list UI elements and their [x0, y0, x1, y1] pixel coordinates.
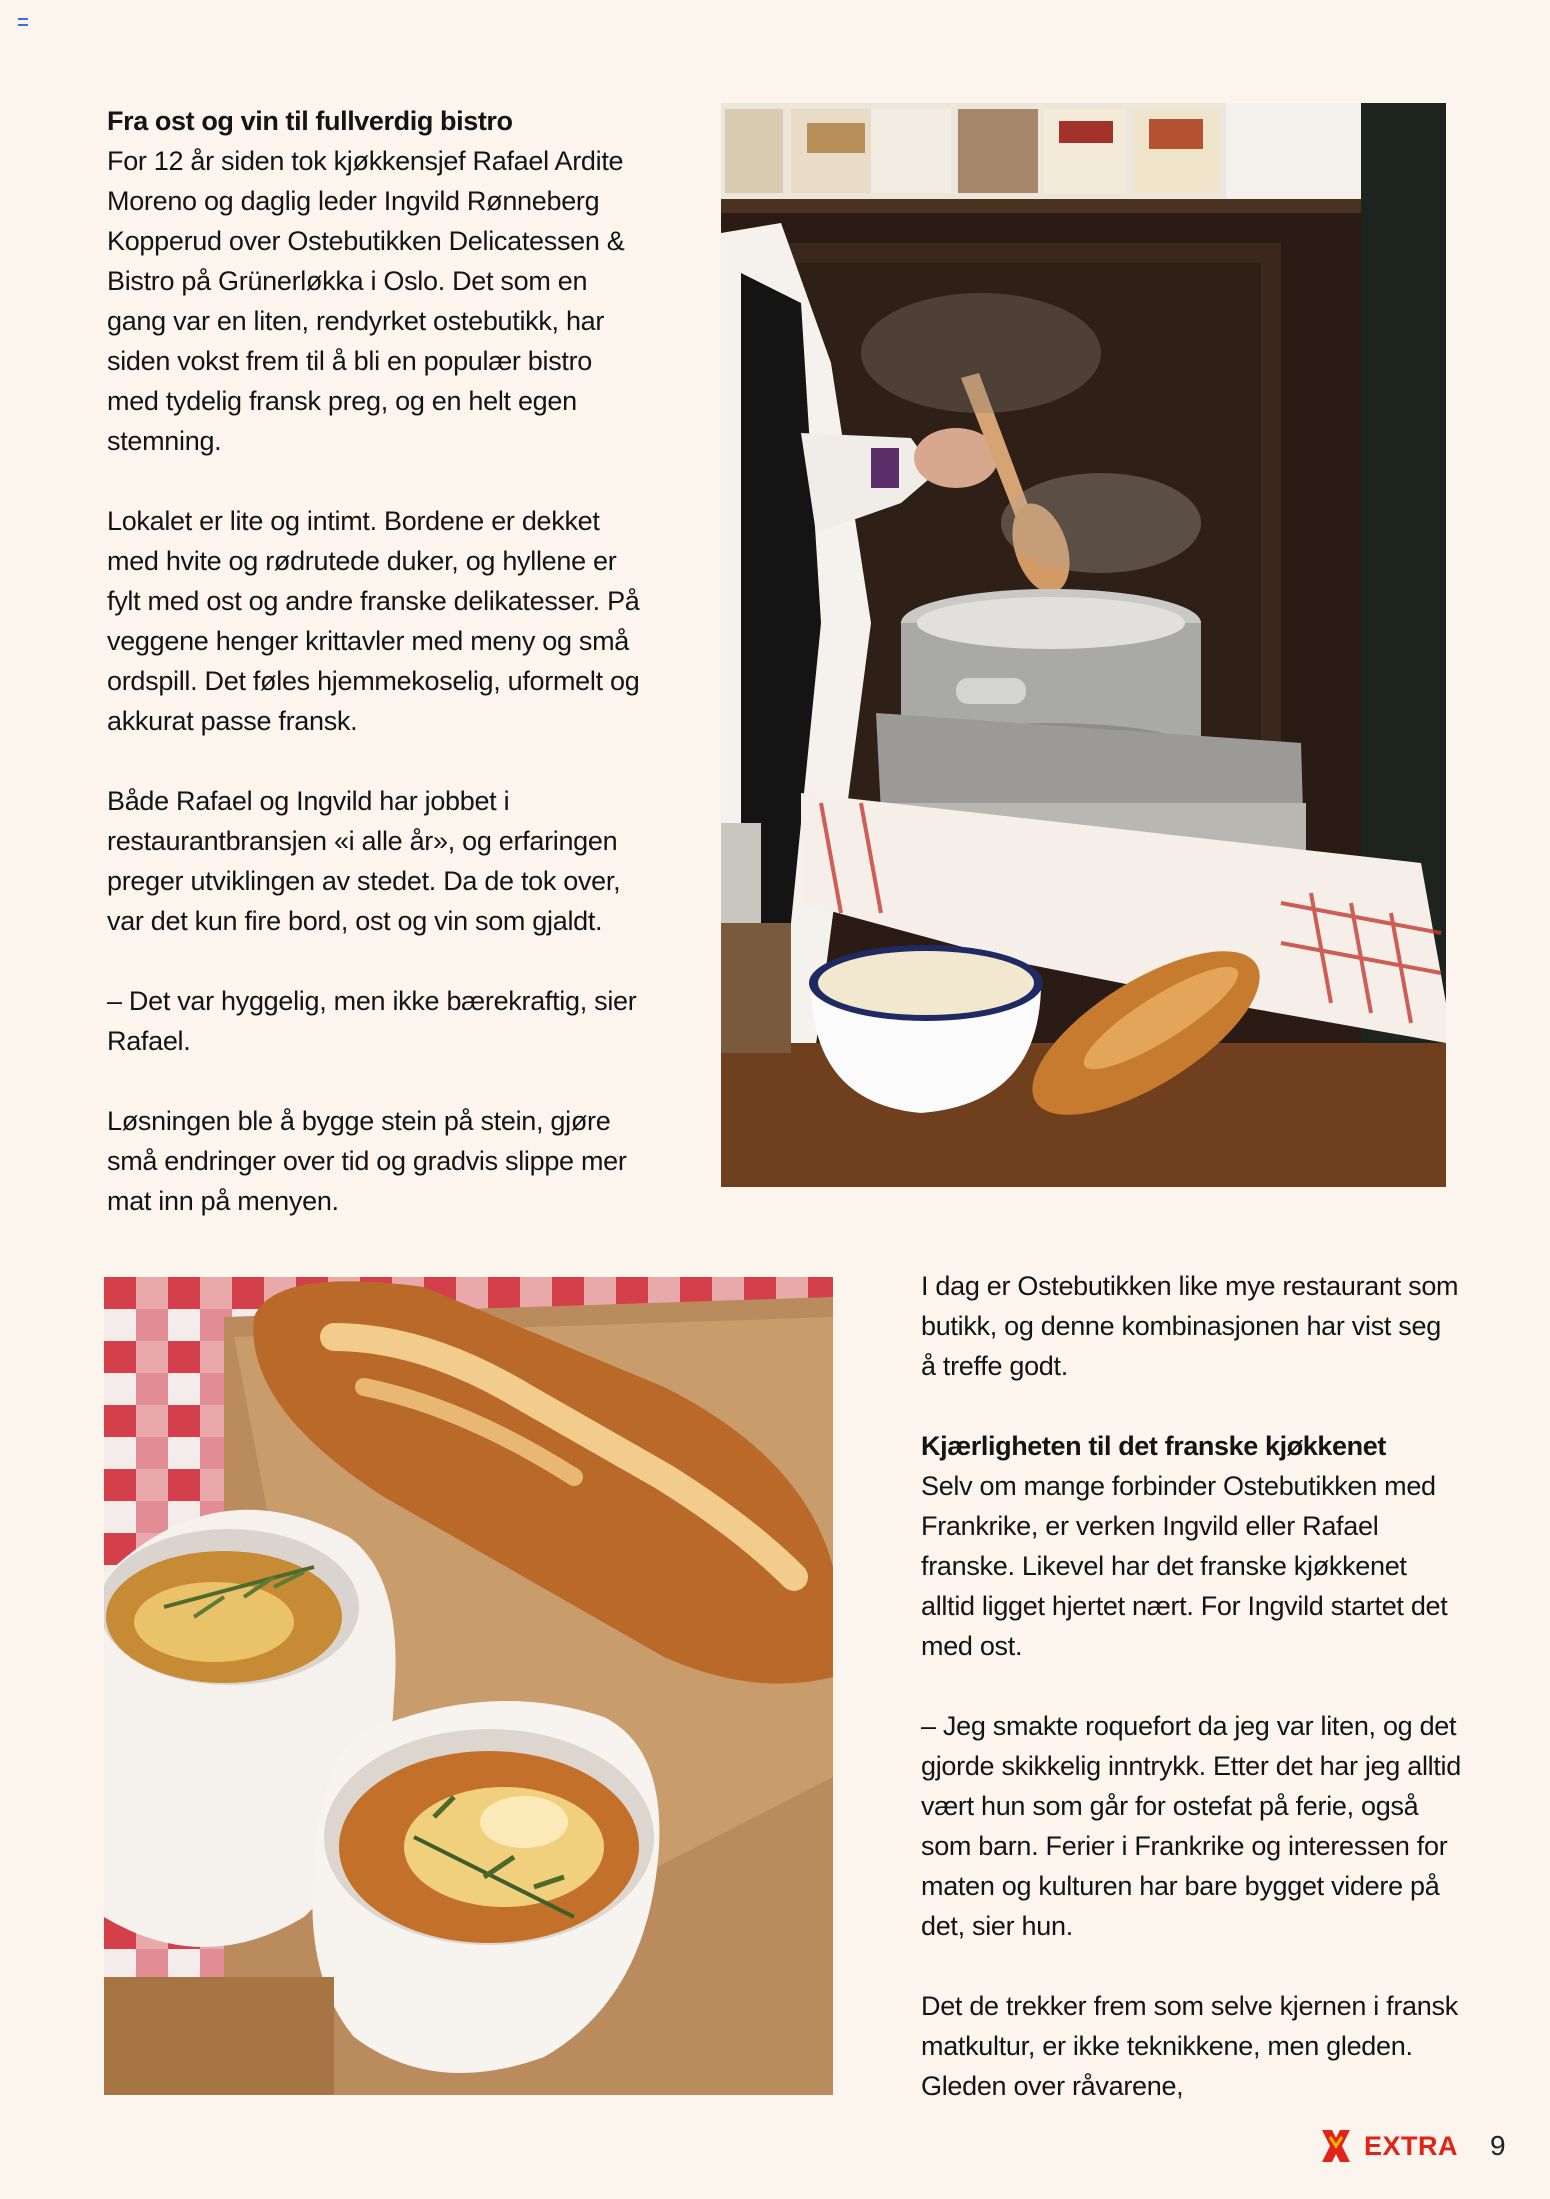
paragraph: Løsningen ble å bygge stein på stein, gjøre små endringer over tid og gradvis slippe mer mat inn på menyen.	[107, 1106, 627, 1216]
right-text-column	[921, 1266, 1461, 2146]
extra-logo-x-icon	[1316, 2126, 1356, 2166]
page-number: 9	[1490, 2130, 1506, 2161]
paragraph: Selv om mange forbinder Ostebutikken med Frankrike, er verken Ingvild eller Rafael franske. Likevel har det franske kjøkkenet alltid ligget hjertet nært. For Ingvild startet det med ost.	[921, 1471, 1448, 1661]
quote-paragraph: – Det var hyggelig, men ikke bærekraftig, sier Rafael.	[107, 986, 637, 1056]
paragraph: Både Rafael og Ingvild har jobbet i restaurantbransjen «i alle år», og erfaringen preger utviklingen av stedet. Da de tok over, var det kun fire bord, ost og vin som gjaldt.	[107, 786, 621, 936]
section-heading-bistro: Fra ost og vin til fullverdig bistro	[107, 106, 513, 136]
quote-paragraph: – Jeg smakte roquefort da jeg var liten, og det gjorde skikkelig inntrykk. Etter det har jeg alltid vært hun som går for ostefat på ferie, også som barn. Ferier i Frankrike og interessen for maten og kulturen har bare bygget videre på det, sier hun.	[921, 1711, 1461, 1941]
photo-onion-soup-baguette	[104, 1277, 833, 2095]
paragraph: I dag er Ostebutikken like mye restaurant som butikk, og denne kombinasjonen har vist seg å treffe godt.	[921, 1271, 1459, 1381]
left-text-column	[107, 101, 647, 1261]
extra-logo-text: EXTRA	[1364, 2130, 1459, 2161]
paragraph: Det de trekker frem som selve kjernen i fransk matkultur, er ikke teknikkene, men gleden. Gleden over råvarene,	[921, 1991, 1458, 2101]
photo-chef-cooking	[721, 103, 1446, 1187]
extra-logo	[1316, 2126, 1458, 2166]
paragraph: Lokalet er lite og intimt. Bordene er dekket med hvite og rødrutede duker, og hyllene er fylt med ost og andre franske delikatesser. På veggene henger krittavler med meny og små ordspill. Det føles hjemmekoselig, uformelt og akkurat passe fransk.	[107, 506, 640, 736]
menu-icon[interactable]	[18, 18, 28, 26]
paragraph: For 12 år siden tok kjøkkensjef Rafael Ardite Moreno og daglig leder Ingvild Rønneberg Kopperud over Ostebutikken Delicatessen & Bistro på Grünerløkka i Oslo. Det som en gang var en liten, rendyrket ostebutikk, har siden vokst frem til å bli en populær bistro med tydelig fransk preg, og en helt egen stemning.	[107, 146, 625, 456]
section-heading-french-kitchen: Kjærligheten til det franske kjøkkenet	[921, 1431, 1386, 1461]
